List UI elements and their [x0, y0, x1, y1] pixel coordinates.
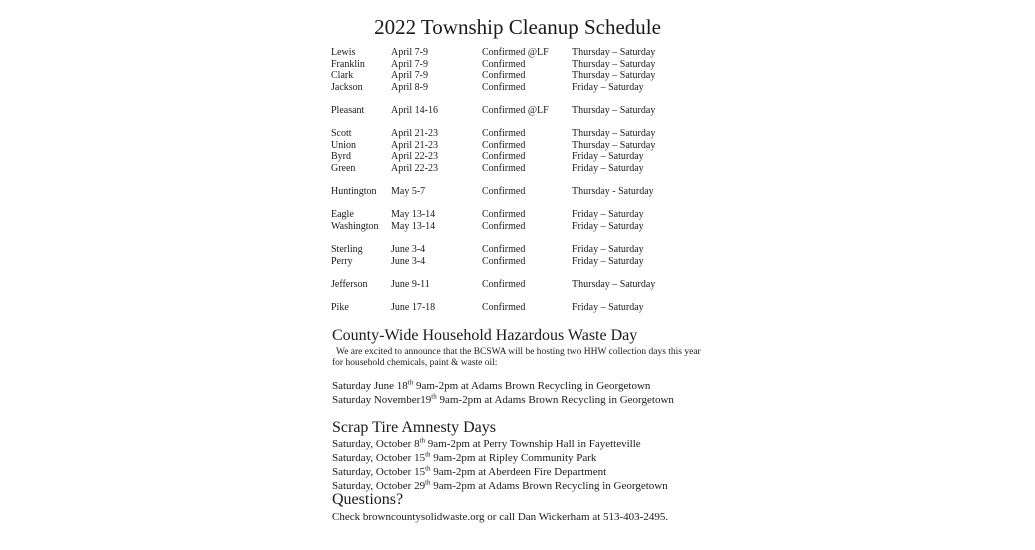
schedule-group-gap	[331, 198, 751, 210]
schedule-cell-township: Perry	[331, 255, 353, 267]
tires-event-detail: 9am-2pm at Ripley Community Park	[430, 452, 597, 464]
schedule-cell-dates: June 3-4	[391, 255, 426, 267]
schedule-cell-township: Franklin	[331, 58, 365, 70]
schedule-cell-status: Confirmed	[482, 186, 526, 198]
schedule-cell-status: Confirmed	[482, 209, 526, 221]
schedule-row	[331, 244, 751, 256]
tires-event	[332, 438, 641, 451]
hhw-event-2-detail: 9am-2pm at Adams Brown Recycling in Georgetown	[436, 394, 674, 406]
schedule-cell-days: Thursday – Saturday	[572, 70, 656, 82]
schedule-row	[331, 70, 751, 82]
schedule-cell-township: Clark	[331, 70, 354, 82]
schedule-cell-dates: April 21-23	[391, 128, 438, 140]
tires-event-date: Saturday, October 15	[332, 466, 426, 478]
schedule-cell-status: Confirmed	[482, 139, 526, 151]
hhw-event-1-date: Saturday June 18	[332, 380, 408, 392]
schedule-cell-days: Thursday - Saturday	[572, 186, 654, 198]
questions-contact: Check browncountysolidwaste.org or call Dan Wickerham at 513-403-2495.	[332, 511, 669, 523]
schedule-row	[331, 221, 751, 233]
schedule-row	[331, 279, 751, 291]
tires-event-suffix: th	[425, 464, 431, 473]
tires-event-detail: 9am-2pm at Adams Brown Recycling in Georgetown	[430, 480, 668, 492]
schedule-row	[331, 82, 751, 94]
schedule-cell-township: Washington	[331, 220, 379, 232]
schedule-row	[331, 302, 751, 314]
schedule-cell-days: Thursday – Saturday	[572, 128, 656, 140]
hhw-intro-line1: We are excited to announce that the BCSWA will be hosting two HHW collection days this year	[336, 347, 701, 357]
schedule-cell-status: Confirmed @LF	[482, 47, 549, 58]
hhw-event-2	[332, 394, 674, 407]
schedule-cell-days: Friday – Saturday	[572, 81, 644, 93]
schedule-cell-township: Eagle	[331, 209, 354, 221]
schedule-cell-days: Friday – Saturday	[572, 151, 644, 163]
schedule-cell-days: Thursday – Saturday	[572, 104, 656, 116]
schedule-cell-days: Friday – Saturday	[572, 255, 644, 267]
tires-event	[332, 452, 596, 465]
schedule-cell-township: Pike	[331, 302, 349, 314]
hhw-event-1-detail: 9am-2pm at Adams Brown Recycling in Georgetown	[413, 380, 651, 392]
questions-heading: Questions?	[332, 491, 404, 508]
schedule-cell-township: Jackson	[331, 81, 363, 93]
schedule-cell-dates: April 7-9	[391, 47, 428, 58]
schedule-group-gap	[331, 117, 751, 129]
tires-event-detail: 9am-2pm at Perry Township Hall in Fayetteville	[425, 438, 641, 450]
tires-event-date: Saturday, October 29	[332, 480, 426, 492]
schedule-cell-dates: April 7-9	[391, 70, 428, 82]
schedule-group-gap	[331, 267, 751, 279]
hhw-event-2-suffix: th	[431, 392, 437, 401]
schedule-cell-township: Sterling	[331, 244, 363, 256]
schedule-cell-dates: April 14-16	[391, 104, 438, 116]
schedule-cell-dates: April 7-9	[391, 58, 428, 70]
schedule-cell-dates: May 13-14	[391, 220, 436, 232]
schedule-cell-status: Confirmed	[482, 244, 526, 256]
tires-event-suffix: th	[425, 450, 431, 459]
schedule-row	[331, 256, 751, 268]
schedule-cell-township: Scott	[331, 128, 352, 140]
tires-event	[332, 466, 606, 479]
schedule-cell-status: Confirmed	[482, 128, 526, 140]
schedule-cell-township: Huntington	[331, 186, 377, 198]
schedule-cell-dates: June 3-4	[391, 244, 426, 256]
schedule-cell-dates: June 9-11	[391, 278, 430, 290]
schedule-cell-dates: April 21-23	[391, 139, 438, 151]
schedule-cell-dates: May 5-7	[391, 186, 426, 198]
schedule-cell-dates: April 22-23	[391, 151, 438, 163]
schedule-cell-status: Confirmed	[482, 220, 526, 232]
schedule-group-gap	[331, 233, 751, 245]
schedule-row	[331, 59, 751, 71]
tires-event-date: Saturday, October 15	[332, 452, 426, 464]
schedule-cell-status: Confirmed	[482, 151, 526, 163]
schedule-row	[331, 186, 751, 198]
schedule-cell-township: Green	[331, 162, 356, 174]
schedule-row	[331, 128, 751, 140]
schedule-cell-status: Confirmed @LF	[482, 104, 549, 116]
schedule-cell-township: Byrd	[331, 151, 351, 163]
schedule-cell-township: Union	[331, 139, 356, 151]
schedule-cell-township: Jefferson	[331, 278, 368, 290]
schedule-row	[331, 209, 751, 221]
schedule-cell-status: Confirmed	[482, 302, 526, 314]
schedule-cell-township: Lewis	[331, 47, 356, 58]
schedule-cell-status: Confirmed	[482, 70, 526, 82]
schedule-cell-dates: April 8-9	[391, 81, 428, 93]
schedule-cell-days: Thursday – Saturday	[572, 278, 656, 290]
schedule-cell-days: Friday – Saturday	[572, 244, 644, 256]
tires-event-date: Saturday, October 8	[332, 438, 420, 450]
schedule-row	[331, 163, 751, 175]
schedule-cell-days: Thursday – Saturday	[572, 139, 656, 151]
schedule-cell-days: Friday – Saturday	[572, 302, 644, 314]
tires-event-detail: 9am-2pm at Aberdeen Fire Department	[430, 466, 607, 478]
schedule-cell-status: Confirmed	[482, 81, 526, 93]
cleanup-schedule-table	[331, 47, 751, 314]
schedule-cell-days: Thursday – Saturday	[572, 47, 656, 58]
schedule-group-gap	[331, 290, 751, 302]
schedule-cell-days: Friday – Saturday	[572, 209, 644, 221]
hhw-event-1-suffix: th	[407, 378, 414, 387]
schedule-row	[331, 47, 751, 59]
schedule-cell-status: Confirmed	[482, 58, 526, 70]
schedule-row	[331, 105, 751, 117]
schedule-group-gap	[331, 175, 751, 187]
schedule-cell-dates: April 22-23	[391, 162, 438, 174]
schedule-cell-dates: June 17-18	[391, 302, 436, 314]
hhw-event-1	[332, 380, 650, 393]
schedule-cell-dates: May 13-14	[391, 209, 436, 221]
schedule-cell-days: Thursday – Saturday	[572, 58, 656, 70]
schedule-cell-status: Confirmed	[482, 278, 526, 290]
schedule-cell-status: Confirmed	[482, 162, 526, 174]
page-title: 2022 Township Cleanup Schedule	[374, 15, 661, 39]
schedule-row	[331, 151, 751, 163]
hhw-event-2-date: Saturday November19	[332, 394, 432, 406]
tires-heading: Scrap Tire Amnesty Days	[332, 419, 496, 436]
schedule-cell-status: Confirmed	[482, 255, 526, 267]
hhw-heading: County-Wide Household Hazardous Waste Day	[332, 327, 638, 344]
schedule-cell-days: Friday – Saturday	[572, 220, 644, 232]
schedule-cell-township: Pleasant	[331, 104, 365, 116]
schedule-row	[331, 140, 751, 152]
schedule-cell-days: Friday – Saturday	[572, 162, 644, 174]
tires-event-suffix: th	[419, 436, 426, 445]
schedule-group-gap	[331, 93, 751, 105]
hhw-intro-line2: for household chemicals, paint & waste oil:	[332, 358, 498, 368]
tires-event-suffix: th	[425, 478, 431, 487]
